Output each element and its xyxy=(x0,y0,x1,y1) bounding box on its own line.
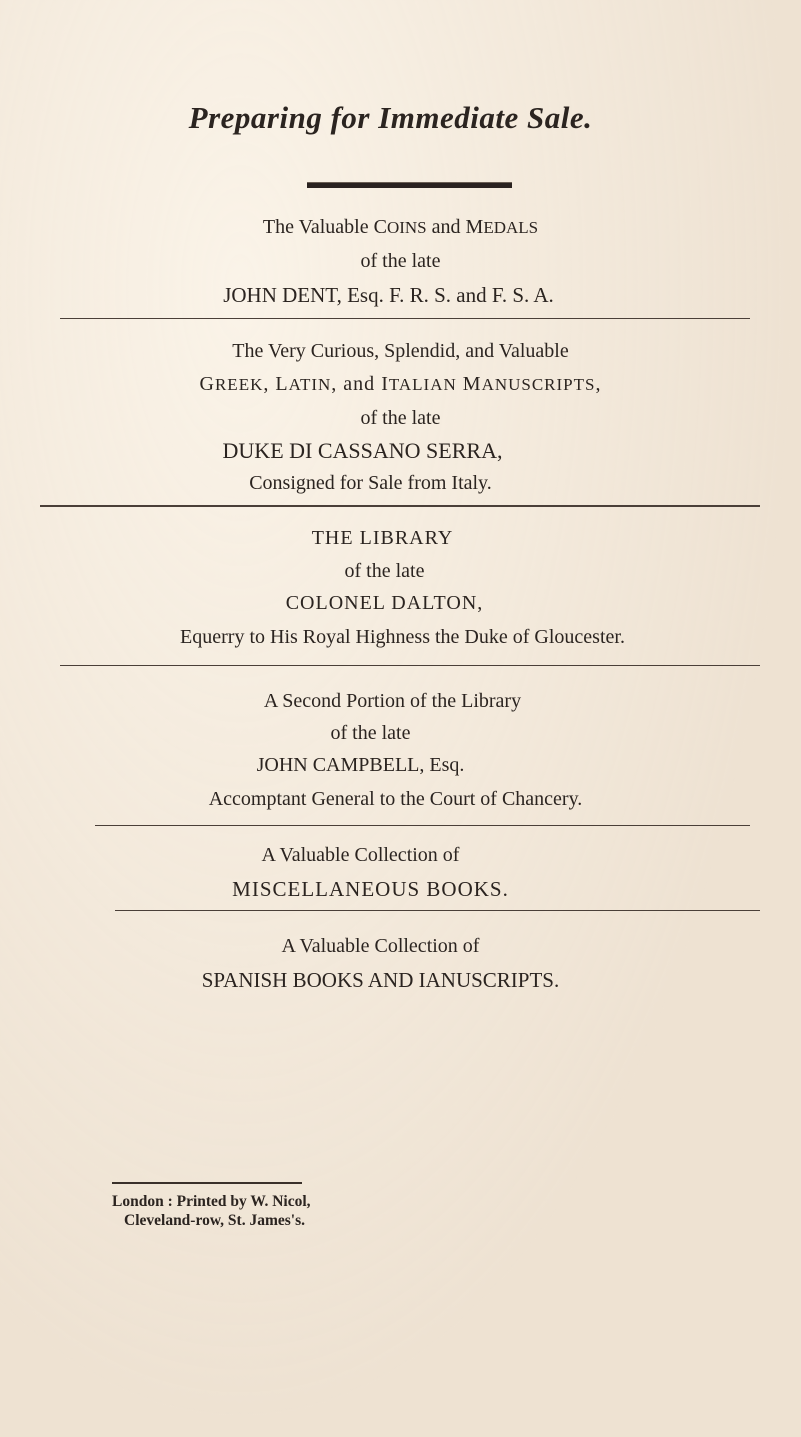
imprint-rule xyxy=(112,1182,302,1184)
ornamental-rule xyxy=(307,182,512,188)
section-2-line-3: of the late xyxy=(360,407,441,429)
section-2-line-2: GREEK, LATIN, and ITALIAN MANUSCRIPTS, xyxy=(199,373,602,395)
section-1-line-2: of the late xyxy=(360,250,441,272)
section-4-line-2: of the late xyxy=(330,722,411,744)
section-5-line-1: A Valuable Collection of xyxy=(261,844,460,866)
section-5-name: MISCELLANEOUS BOOKS. xyxy=(232,877,509,901)
section-4-line-4: Accomptant General to the Court of Chancery. xyxy=(208,788,583,810)
section-2-name: DUKE DI CASSANO SERRA, xyxy=(222,438,503,463)
headline: Preparing for Immediate Sale. xyxy=(188,100,593,135)
divider xyxy=(95,825,750,826)
section-4-line-1: A Second Portion of the Library xyxy=(263,690,522,712)
section-6-line-1: A Valuable Collection of xyxy=(281,935,480,957)
section-6-name: SPANISH BOOKS AND IANUSCRIPTS. xyxy=(201,968,560,992)
divider xyxy=(60,665,760,666)
section-3-line-2: of the late xyxy=(344,560,425,582)
imprint-line-2: Cleveland-row, St. James's. xyxy=(124,1212,305,1229)
section-2-line-1: The Very Curious, Splendid, and Valuable xyxy=(232,340,569,362)
section-3-name: COLONEL DALTON, xyxy=(285,592,484,614)
divider xyxy=(40,505,760,507)
section-3-line-4: Equerry to His Royal Highness the Duke of Gloucester. xyxy=(180,626,625,648)
divider xyxy=(60,318,750,319)
divider xyxy=(115,910,760,911)
section-2-line-5: Consigned for Sale from Italy. xyxy=(249,472,492,494)
section-3-line-1: THE LIBRARY xyxy=(311,527,454,549)
section-1-name: JOHN DENT, Esq. F. R. S. and F. S. A. xyxy=(223,283,554,307)
imprint-line-1: London : Printed by W. Nicol, xyxy=(112,1193,311,1210)
section-4-name: JOHN CAMPBELL, Esq. xyxy=(256,754,465,776)
section-1-line-1: The Valuable COINS and MEDALS xyxy=(262,216,539,238)
